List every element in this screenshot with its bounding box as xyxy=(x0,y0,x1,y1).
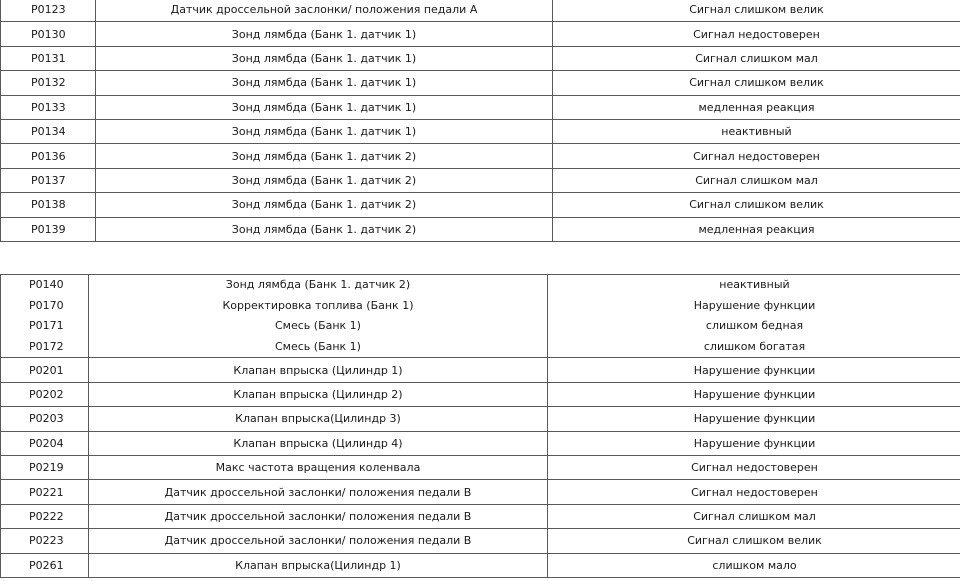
table-row xyxy=(1,71,960,95)
fault-description: Нарушение функции xyxy=(548,407,960,431)
fault-code: P0202 xyxy=(1,382,89,406)
table-row xyxy=(1,431,960,455)
component-name: Клапан впрыска (Цилиндр 2) xyxy=(89,382,548,406)
fault-description: Сигнал недостоверен xyxy=(548,480,960,504)
fault-code-table-1 xyxy=(0,0,960,242)
component-name: Клапан впрыска(Цилиндр 1) xyxy=(89,553,548,577)
component-name: Клапан впрыска(Цилиндр 3) xyxy=(89,407,548,431)
fault-description: слишком богатая xyxy=(703,339,806,353)
fault-description: Сигнал слишком мал xyxy=(548,504,960,528)
table-row xyxy=(1,553,960,577)
table-row xyxy=(1,193,960,217)
component-name: Зонд лямбда (Банк 1. датчик 2) xyxy=(96,217,553,241)
component-name: Датчик дроссельной заслонки/ положения педали В xyxy=(89,480,548,504)
table-row xyxy=(1,22,960,46)
fault-description: Сигнал недостоверен xyxy=(553,144,960,168)
component-name: Зонд лямбда (Банк 1. датчик 2) xyxy=(96,193,553,217)
table-row xyxy=(1,382,960,406)
table-row xyxy=(1,168,960,192)
fault-description: Сигнал слишком велик xyxy=(553,193,960,217)
fault-code: P0138 xyxy=(1,193,96,217)
fault-code: P0134 xyxy=(1,119,96,143)
grouped-table-row xyxy=(1,275,960,358)
fault-code: P0171 xyxy=(29,319,64,333)
component-name: Зонд лямбда (Банк 1. датчик 1) xyxy=(96,46,553,70)
table-row xyxy=(1,95,960,119)
table-row xyxy=(1,217,960,241)
component-name: Зонд лямбда (Банк 1. датчик 2) xyxy=(96,144,553,168)
fault-code: P0222 xyxy=(1,504,89,528)
fault-description: Сигнал слишком велик xyxy=(548,529,960,553)
fault-code: P0221 xyxy=(1,480,89,504)
fault-description: Нарушение функции xyxy=(693,298,816,312)
fault-code: P0132 xyxy=(1,71,96,95)
component-name: Клапан впрыска (Цилиндр 1) xyxy=(89,358,548,382)
fault-description: Сигнал слишком велик xyxy=(553,71,960,95)
fault-code: P0137 xyxy=(1,168,96,192)
fault-code: P0203 xyxy=(1,407,89,431)
table-row xyxy=(1,144,960,168)
fault-code: P0219 xyxy=(1,455,89,479)
fault-description: слишком мало xyxy=(548,553,960,577)
table-row xyxy=(1,480,960,504)
fault-code: P0201 xyxy=(1,358,89,382)
fault-description: Сигнал недостоверен xyxy=(553,22,960,46)
component-name: Смесь (Банк 1) xyxy=(275,339,361,353)
table-row xyxy=(1,0,960,22)
table-row xyxy=(1,455,960,479)
fault-code: P0139 xyxy=(1,217,96,241)
fault-description: Нарушение функции xyxy=(548,431,960,455)
table-row xyxy=(1,529,960,553)
table-row xyxy=(1,407,960,431)
fault-code: P0170 xyxy=(29,298,64,312)
fault-code: P0204 xyxy=(1,431,89,455)
fault-code: P0140 xyxy=(29,278,64,291)
fault-description: неактивный xyxy=(553,119,960,143)
fault-description: Нарушение функции xyxy=(548,382,960,406)
component-name: Клапан впрыска (Цилиндр 4) xyxy=(89,431,548,455)
fault-code: P0123 xyxy=(1,0,96,22)
component-name: Смесь (Банк 1) xyxy=(275,319,361,333)
fault-description: неактивный xyxy=(719,278,790,291)
component-name: Датчик дроссельной заслонки/ положения педали А xyxy=(96,0,553,22)
fault-description: Сигнал недостоверен xyxy=(548,455,960,479)
fault-code-group xyxy=(1,275,89,358)
component-name-group xyxy=(89,275,548,358)
component-name: Зонд лямбда (Банк 1. датчик 1) xyxy=(96,95,553,119)
component-name: Корректировка топлива (Банк 1) xyxy=(222,298,414,312)
component-name: Зонд лямбда (Банк 1. датчик 2) xyxy=(225,278,411,291)
fault-code: P0261 xyxy=(1,553,89,577)
table-row xyxy=(1,119,960,143)
fault-code: P0131 xyxy=(1,46,96,70)
fault-description: Сигнал слишком велик xyxy=(553,0,960,22)
fault-code: P0136 xyxy=(1,144,96,168)
component-name: Зонд лямбда (Банк 1. датчик 1) xyxy=(96,119,553,143)
fault-description: слишком бедная xyxy=(705,319,804,333)
component-name: Датчик дроссельной заслонки/ положения педали В xyxy=(89,529,548,553)
fault-code-table-2 xyxy=(0,274,960,578)
fault-description: Нарушение функции xyxy=(548,358,960,382)
table-row xyxy=(1,46,960,70)
fault-description: Сигнал слишком мал xyxy=(553,168,960,192)
fault-description: Сигнал слишком мал xyxy=(553,46,960,70)
fault-description-group xyxy=(548,275,960,358)
fault-code: P0223 xyxy=(1,529,89,553)
component-name: Зонд лямбда (Банк 1. датчик 1) xyxy=(96,71,553,95)
component-name: Зонд лямбда (Банк 1. датчик 1) xyxy=(96,22,553,46)
component-name: Зонд лямбда (Банк 1. датчик 2) xyxy=(96,168,553,192)
component-name: Макс частота вращения коленвала xyxy=(89,455,548,479)
fault-code: P0133 xyxy=(1,95,96,119)
component-name: Датчик дроссельной заслонки/ положения педали В xyxy=(89,504,548,528)
fault-code: P0130 xyxy=(1,22,96,46)
table-row xyxy=(1,504,960,528)
table-row xyxy=(1,358,960,382)
fault-description: медленная реакция xyxy=(553,217,960,241)
fault-description: медленная реакция xyxy=(553,95,960,119)
fault-code: P0172 xyxy=(29,339,64,353)
